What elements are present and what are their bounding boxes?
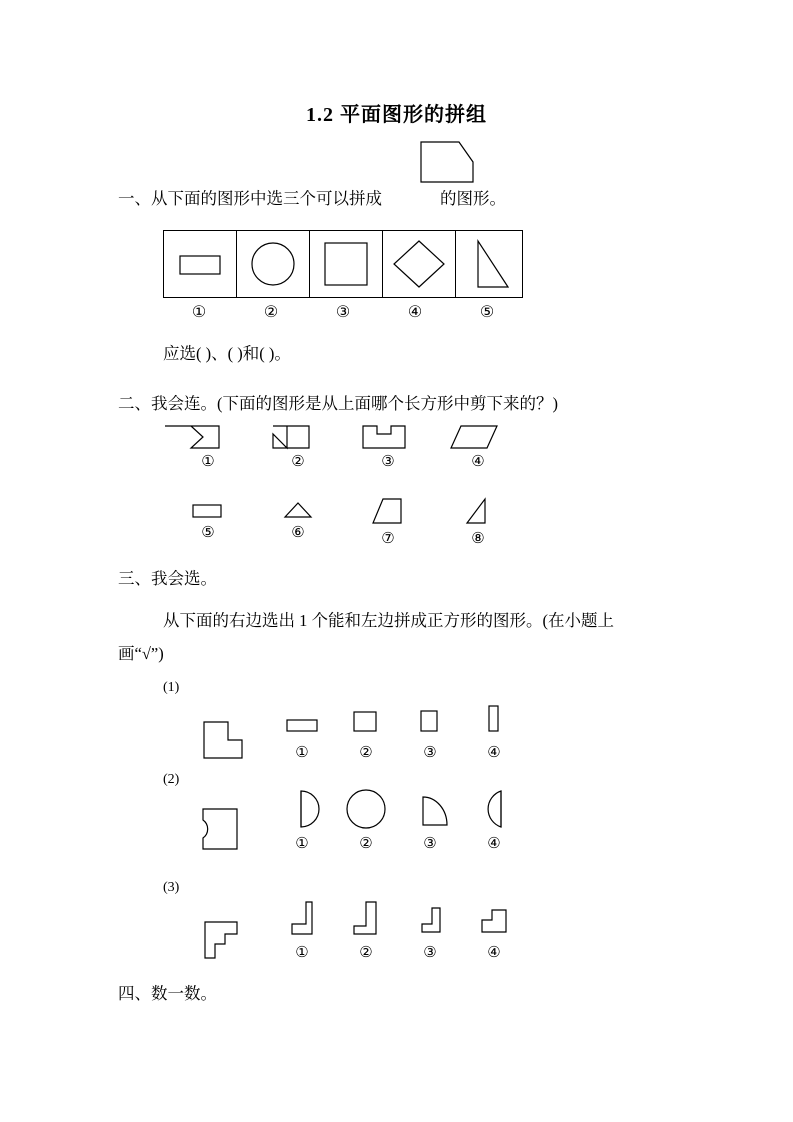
section3-item2-option-4[interactable] <box>462 785 526 853</box>
page-title: 1.2 平面图形的拼组 <box>306 104 487 126</box>
section2-label-3: ③ <box>381 454 395 470</box>
section2-item-4 <box>433 424 523 471</box>
shape-label-5: ⑤ <box>479 304 495 321</box>
section3-item1-option-label-4: ④ <box>487 745 501 761</box>
section2-label-6: ⑥ <box>291 525 305 541</box>
section3-instruction-line2: 画“√”) <box>118 644 164 663</box>
section3-item3-option-label-2: ② <box>359 945 373 961</box>
section3-item3-option-1[interactable] <box>270 898 334 962</box>
section1-prefix: 一、从下面的图形中选三个可以拼成 <box>118 189 382 208</box>
shape-label-3: ③ <box>335 304 351 321</box>
section3-item2-group <box>180 785 526 853</box>
section2-label-8: ⑧ <box>471 531 485 547</box>
shape-label-4: ④ <box>407 304 423 321</box>
section1-question <box>118 185 506 209</box>
section3-instruction-line1: 从下面的右边选出 1 个能和左边拼成正方形的图形。(在小题上 <box>163 611 614 630</box>
section3-item2-option-label-1: ① <box>295 836 309 852</box>
section2-row-top <box>163 424 523 471</box>
step-notch-rect-icon <box>253 424 343 450</box>
section4-heading: 四、数一数。 <box>118 984 217 1003</box>
small-rectangle-icon <box>163 497 253 521</box>
section2-item-1 <box>163 424 253 471</box>
section2-label-5: ⑤ <box>201 525 215 541</box>
section2-item-7 <box>343 497 433 548</box>
section3-item3-option-2[interactable] <box>334 898 398 962</box>
section3-item2-option-1[interactable] <box>270 785 334 853</box>
section2-label-4: ④ <box>471 454 485 470</box>
section2-item-6 <box>253 497 343 548</box>
section3-item1-option-label-3: ③ <box>423 745 437 761</box>
section3-item3-option-4[interactable] <box>462 898 526 962</box>
section2-item-2 <box>253 424 343 471</box>
section3-item3-option-label-3: ③ <box>423 945 437 961</box>
section1-answer-blanks[interactable]: 应选( )、( )和( )。 <box>163 344 291 363</box>
section3-item1-option-2[interactable] <box>334 700 398 762</box>
small-triangle-icon <box>253 497 343 521</box>
section3-item3-label: (3) <box>163 880 180 895</box>
section3-item2-option-label-3: ③ <box>423 836 437 852</box>
section3-item1-group <box>180 700 526 762</box>
section3-item1-option-1[interactable] <box>270 700 334 762</box>
shape-label-2: ② <box>263 304 279 321</box>
trapezoid-icon <box>343 497 433 527</box>
section3-item2-option-2[interactable] <box>334 785 398 853</box>
section2-item-5 <box>163 497 253 548</box>
section3-item2-option-3[interactable] <box>398 785 462 853</box>
target-shape-pentagon-icon <box>419 140 475 184</box>
section3-item1-option-label-1: ① <box>295 745 309 761</box>
shape-label-1: ① <box>191 304 207 321</box>
section3-item2-label: (2) <box>163 772 180 787</box>
section3-item1-option-label-2: ② <box>359 745 373 761</box>
shape-cell-2 <box>237 231 310 297</box>
section2-label-2: ② <box>291 454 305 470</box>
section3-item3-group <box>180 898 526 962</box>
section3-item2-option-label-4: ④ <box>487 836 501 852</box>
section3-item3-option-3[interactable] <box>398 898 462 962</box>
section3-item3-option-label-4: ④ <box>487 945 501 961</box>
shape-cell-4 <box>383 231 456 297</box>
section2-question: 二、我会连。(下面的图形是从上面哪个长方形中剪下来的？) <box>118 394 558 413</box>
u-notch-rect-icon <box>343 424 433 450</box>
section3-item2-option-label-2: ② <box>359 836 373 852</box>
shape-cell-3 <box>310 231 383 297</box>
section1-shape-labels <box>163 302 523 322</box>
section1-shape-table <box>163 230 523 298</box>
section2-item-8 <box>433 497 523 548</box>
section1-suffix: 的图形。 <box>440 189 506 208</box>
section3-item2-left-shape <box>180 805 270 853</box>
section3-heading: 三、我会选。 <box>118 569 217 588</box>
section3-item3-option-label-1: ① <box>295 945 309 961</box>
section2-label-7: ⑦ <box>381 531 395 547</box>
section3-item3-left-shape <box>180 918 270 962</box>
notched-arrow-rect-icon <box>163 424 253 450</box>
section3-item1-left-shape <box>180 718 270 762</box>
parallelogram-icon <box>433 424 523 450</box>
section2-item-3 <box>343 424 433 471</box>
section3-item1-option-4[interactable] <box>462 700 526 762</box>
section2-row-bottom <box>163 497 523 548</box>
section2-label-1: ① <box>201 454 215 470</box>
shape-cell-1 <box>164 231 237 297</box>
section3-item1-option-3[interactable] <box>398 700 462 762</box>
thin-triangle-icon <box>433 497 523 527</box>
shape-cell-5 <box>456 231 528 297</box>
section3-item1-label: (1) <box>163 680 180 695</box>
